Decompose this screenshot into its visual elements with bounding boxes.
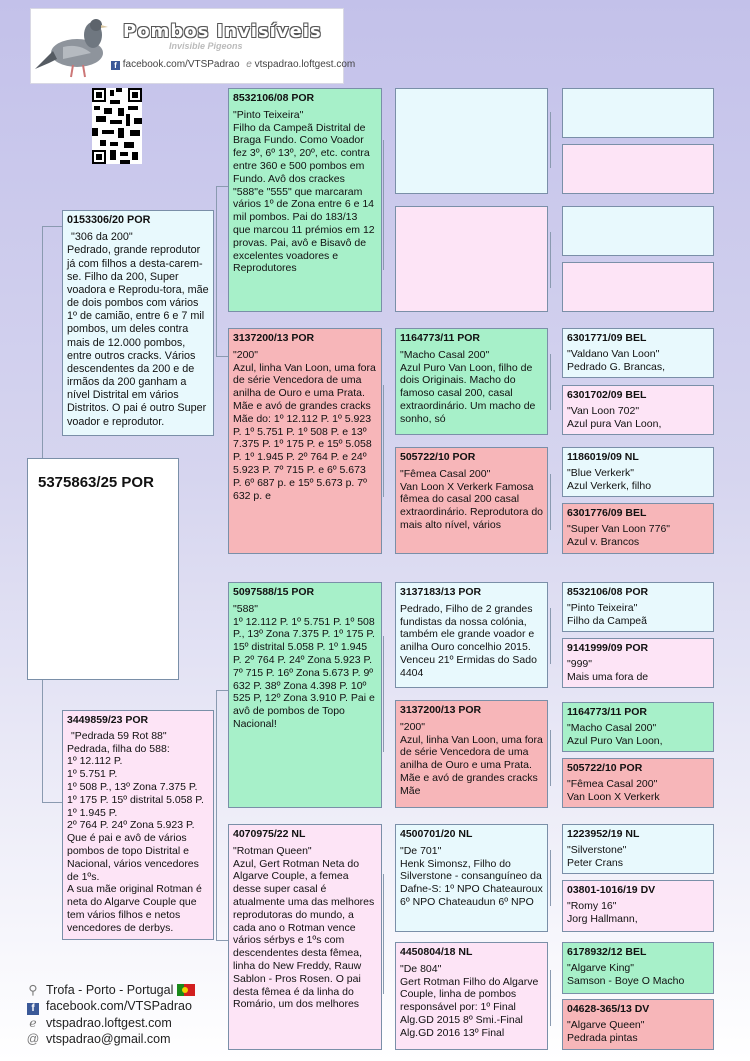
connector-line	[550, 850, 551, 906]
footer-facebook-link[interactable]: facebook.com/VTSPadrao	[46, 999, 192, 1013]
connector-line	[42, 226, 43, 458]
connector-line	[216, 186, 217, 356]
connector-line	[42, 226, 62, 227]
connector-line	[383, 385, 384, 497]
ancestor-card[interactable]: 6301776/09 BEL "Super Van Loon 776" Azul v. Brancos	[562, 503, 714, 554]
connector-line	[42, 802, 62, 803]
connector-line	[550, 354, 551, 410]
header-website-link[interactable]: vtspadrao.loftgest.com	[254, 59, 356, 70]
footer-email-link[interactable]: vtspadrao@gmail.com	[46, 1032, 171, 1046]
great-grandparent-card[interactable]: 3137183/13 POR Pedrado, Filho de 2 grandes fundistas da nossa colónia, também ele grande voador e anilha Ouro concelhio 2015. Venceu 21º Ermidas do Sado 4404	[395, 582, 548, 688]
facebook-icon: f	[111, 61, 120, 70]
portugal-flag-icon	[177, 984, 195, 996]
connector-line	[550, 730, 551, 786]
subject-ring: 5375863/25 POR	[38, 474, 154, 491]
location-pin-icon: ⚲	[28, 983, 38, 997]
ancestor-card[interactable]	[562, 206, 714, 256]
grandparent-description: 1º 12.112 P. 1º 5.751 P. 1º 508 P., 13º Zona 7.375 P. 1º 175 P. 15º distrital 5.058 P. 1º 1.945 P. 2º 764 P. 24º Zona 5.923 P. 7º 715 P. 16º Zona 5.673 P. 9º 632 P. 38º Zona 4.398 P. 10º 525 P, 12º Zona 3.910 P. Pai e avô de pombos de Topo Nacional!	[233, 615, 375, 730]
connector-line	[550, 970, 551, 1026]
ancestor-card[interactable]: 1164773/11 POR "Macho Casal 200" Azul Puro Van Loon,	[562, 702, 714, 752]
subject-card[interactable]	[27, 458, 179, 680]
great-grandparent-card[interactable]	[395, 88, 548, 194]
connector-line	[216, 690, 228, 691]
dam-card[interactable]	[62, 710, 214, 940]
grandparent-name: "588"	[233, 602, 258, 615]
sire-ring: 0153306/20 POR	[67, 214, 151, 226]
connector-line	[550, 232, 551, 288]
dam-ring: 3449859/23 POR	[67, 714, 149, 726]
dam-name: "Pedrada 59 Rot 88"	[71, 729, 167, 742]
pigeon-icon	[33, 13, 111, 81]
grandparent-ring: 4070975/22 NL	[233, 828, 306, 840]
connector-line	[550, 608, 551, 664]
grandparent-name: "Rotman Queen"	[233, 844, 312, 857]
ancestor-card[interactable]: 03801-1016/19 DV "Romy 16" Jorg Hallmann,	[562, 880, 714, 932]
header-links	[111, 59, 355, 70]
ancestor-card[interactable]: 6301771/09 BEL "Valdano Van Loon" Pedrado G. Brancas,	[562, 328, 714, 378]
ancestor-card[interactable]: 8532106/08 POR "Pinto Teixeira" Filho da Campeã	[562, 582, 714, 632]
ancestor-card[interactable]: 1223952/19 NL "Silverstone" Peter Crans	[562, 824, 714, 874]
grandparent-ring: 5097588/15 POR	[233, 586, 315, 598]
great-grandparent-card[interactable]: 505722/10 POR "Fêmea Casal 200" Van Loon X Verkerk Famosa fêmea do casal 200 casal extraordinário. Reprodutora do mais alto nível, vários	[395, 447, 548, 554]
connector-line	[550, 474, 551, 530]
grandsire-dam-side-card[interactable]	[228, 582, 382, 808]
connector-line	[42, 680, 43, 802]
sire-name: "306 da 200"	[71, 231, 133, 244]
footer-website-link[interactable]: vtspadrao.loftgest.com	[46, 1016, 172, 1030]
connector-line	[216, 186, 228, 187]
great-grandparent-card[interactable]: 1164773/11 POR "Macho Casal 200" Azul Puro Van Loon, filho de dois Originais. Macho do famoso casal 200, casal extraordinário. Um macho de sonho, só	[395, 328, 548, 435]
great-grandparent-card[interactable]: 3137200/13 POR "200" Azul, linha Van Loon, uma fora de série Vencedora de uma anilha de Ouro e uma Prata. Mãe e avó de grandes cracks Mãe	[395, 700, 548, 808]
ancestor-card[interactable]: 505722/10 POR "Fêmea Casal 200" Van Loon X Verkerk	[562, 758, 714, 808]
connector-line	[550, 112, 551, 168]
header-logo-card	[30, 8, 356, 84]
grandparent-ring: 8532106/08 POR	[233, 92, 315, 104]
connector-line	[383, 636, 384, 752]
brand-subtitle: Invisible Pigeons	[169, 41, 243, 51]
brand-title: Pombos Invisíveis	[123, 21, 322, 42]
contact-footer	[26, 982, 195, 1047]
website-icon: e	[246, 59, 252, 70]
at-sign-icon: @	[26, 1032, 40, 1046]
grandsire-sire-side-card[interactable]	[228, 88, 382, 312]
grandparent-name: "Pinto Teixeira"	[233, 108, 304, 121]
grandparent-description: Azul, linha Van Loon, uma fora de série Vencedora de uma anilha de Ouro e uma Prata. Mãe e avó de grandes cracks Mãe do: 1º 12.112 P. 1º 5.923 P. 1º 5.751 P. 1º 508 P. e 13º 7.375 P. 1º 175 P. e 15º 5.058 P. 1º 1.945 P. 2º 764 P. e 24º 5.923 P. 7º 715 P. e 6º 5.673 P. 6º 687 p. e 15º 5.673 p. 7º 632 p. e	[233, 361, 376, 502]
great-grandparent-card[interactable]: 4500701/20 NL "De 701" Henk Simonsz, Filho do Silverstone - consanguíneo da Dafne-S: 1º NPO Chateauroux 6º NPO Chateaudun 6º NPO	[395, 824, 548, 932]
ancestor-card[interactable]	[562, 262, 714, 312]
connector-line	[383, 874, 384, 994]
sire-description: Pedrado, grande reprodutor já com filhos a desta-carem-se. Filho da 200, Super voadora e Reprodu-tora, mãe de dois pombos com vários 1º de camião, entre 6 e 7 mil pombos, um deles contra mais de 12.000 pombos, entre outros cracks. Vários descendentes da 200 e de irmãos da 200 ganham a nível Distrital em vários Distritos. O pai é outro Super voador e reprodutor.	[67, 244, 209, 428]
footer-location: Trofa - Porto - Portugal	[46, 983, 174, 997]
qr-code-icon[interactable]	[92, 88, 142, 164]
ancestor-card[interactable]: 6301702/09 BEL "Van Loon 702" Azul pura Van Loon,	[562, 385, 714, 435]
connector-line	[216, 690, 217, 940]
website-icon: e	[29, 1015, 37, 1030]
grandparent-ring: 3137200/13 POR	[233, 332, 315, 344]
connector-line	[383, 140, 384, 270]
granddam-sire-side-card[interactable]	[228, 328, 382, 554]
header-facebook-link[interactable]: facebook.com/VTSPadrao	[122, 59, 240, 70]
dam-description: Pedrada, filha do 588: 1º 12.112 P. 1º 5.751 P. 1º 508 P., 13º Zona 7.375 P. 1º 175 P. 15º distrital 5.058 P. 1º 1.945 P. 2º 764 P. 24º Zona 5.923 P. Que é pai e avô de vários pombos de topo Distrital e Nacional, vários vencedores de 1ºs. A sua mãe original Rotman é neta do Algarve Couple que tem vários filhos e netos vencedores de derbys.	[67, 742, 204, 934]
ancestor-card[interactable]	[562, 88, 714, 138]
ancestor-card[interactable]: 6178932/12 BEL "Algarve King" Samson - Boye O Macho	[562, 942, 714, 994]
connector-line	[216, 356, 228, 357]
facebook-icon: f	[26, 998, 40, 1015]
sire-card[interactable]	[62, 210, 214, 436]
grandparent-description: Filho da Campeã Distrital de Braga Fundo. Como Voador fez 3º, 6º 13º, 20º, etc. contra entre 360 e 500 pombos em Fundo. Avô dos crackes "588"e "555" que marcaram vários 1º de Zona entre 6 e 14 mil pombos. Pai do 183/13 que marcou 11 prémios em 12 provas. Pai, avô e Bisavô de excelentes voadores e Reprodutores	[233, 121, 375, 275]
grandparent-description: Azul, Gert Rotman Neta do Algarve Couple, a femea desse super casal é atualmente uma das melhores reprodutoras do mundo, a cada ano o Rotman vence vários sérbys e 1ºs com descendentes desta fêmea, linha do New Freddy, Rauw Sablon - Pros Rosen. O pai desta fêmea é da linha do Romário, um dos melhores	[233, 857, 375, 1011]
granddam-dam-side-card[interactable]	[228, 824, 382, 1050]
ancestor-card[interactable]: 04628-365/13 DV "Algarve Queen" Pedrada pintas	[562, 999, 714, 1050]
ancestor-card[interactable]: 9141999/09 POR "999" Mais uma fora de	[562, 638, 714, 688]
ancestor-card[interactable]: 1186019/09 NL "Blue Verkerk" Azul Verkerk, filho	[562, 447, 714, 497]
ancestor-card[interactable]	[562, 144, 714, 194]
connector-line	[216, 940, 228, 941]
great-grandparent-card[interactable]	[395, 206, 548, 312]
great-grandparent-card[interactable]: 4450804/18 NL "De 804" Gert Rotman Filho do Algarve Couple, linha de pombos responsável por: 1º Final Alg.GD 2015 8º Smi.-Final Alg.GD 2016 13º Final	[395, 942, 548, 1050]
grandparent-name: "200"	[233, 348, 258, 361]
